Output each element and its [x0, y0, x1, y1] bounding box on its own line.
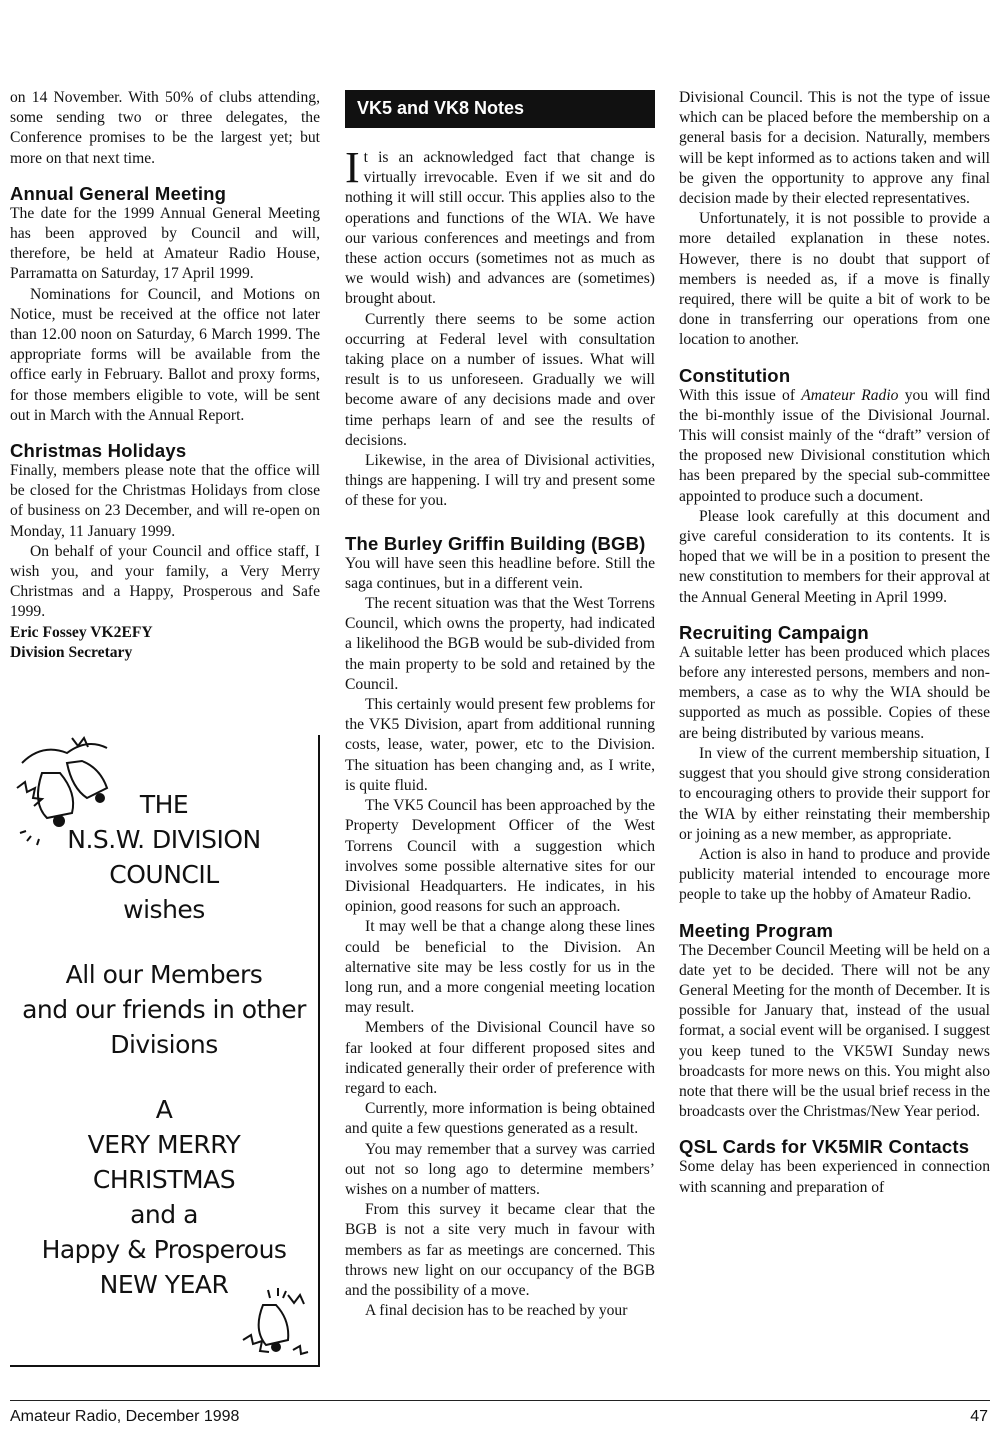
drop-cap: I: [345, 143, 360, 192]
greeting-line: and our friends in other: [22, 995, 306, 1024]
footer-publication: Amateur Radio, December 1998: [10, 1408, 240, 1425]
paragraph: The VK5 Council has been approached by the Property Development Officer of the West Torrens Council with a suggestion which involves some possible alternative sites for our Divisional Headquarters. He indicates, in his opinion, good reasons for such an approach.: [345, 797, 655, 916]
paragraph: [679, 386, 990, 507]
section-heading-meeting: Meeting Program: [679, 919, 834, 941]
paragraph: Some delay has been experienced in connection with scanning and preparation of: [679, 1158, 990, 1196]
paragraph-text: t is an acknowledged fact that change is virtually irrevocable. Even if we sit and do nothing it will still occur. This applies also to the operations and functions of the WIA. We have our various conferences and meetings and from these action occurs (sometimes not as much as we would wish) and advances are (sometimes) brought about.: [345, 149, 655, 308]
greeting-line: COUNCIL: [109, 860, 219, 889]
signature-name: Eric Fossey VK2EFY: [10, 623, 153, 641]
column-right: [679, 88, 990, 1198]
bells-holly-icon: [12, 733, 122, 853]
paragraph: on 14 November. With 50% of clubs attending, some sending two or three delegates, the Conference promises to be the largest yet; but more on that next time.: [10, 89, 320, 167]
greeting-line: Happy & Prosperous: [41, 1235, 287, 1264]
paragraph: You will have seen this headline before. Still the saga continues, but in a different vein.: [345, 554, 655, 592]
paragraph: Finally, members please note that the office will be closed for the Christmas Holidays from close of business on 23 December, and will re-open on Monday, 11 January 1999.: [10, 462, 320, 540]
greeting-line: NEW YEAR: [99, 1270, 229, 1299]
paragraph: From this survey it became clear that the BGB is not a site very much in favour with members as far as meetings are concerned. This throws new light on our occupancy of the BGB and the possibility of a move.: [345, 1201, 655, 1299]
greeting-line: Divisions: [110, 1030, 218, 1059]
section-heading-qsl: QSL Cards for VK5MIR Contacts: [679, 1136, 970, 1158]
section-heading-christmas: Christmas Holidays: [10, 440, 187, 462]
paragraph: A final decision has to be reached by your: [365, 1302, 628, 1320]
section-heading-recruiting: Recruiting Campaign: [679, 621, 869, 643]
paragraph: Likewise, in the area of Divisional activities, things are happening. I will try and present some of these for you.: [345, 452, 655, 510]
paragraph: The date for the 1999 Annual General Meeting has been approved by Council and will, therefore, be held at Amateur Radio House, Parramatta on Saturday, 17 April 1999.: [10, 204, 320, 283]
greeting-line: and a: [130, 1200, 198, 1229]
paragraph: Currently, more information is being obtained and quite a few questions generated as a result.: [345, 1100, 655, 1138]
greeting-line: wishes: [123, 895, 205, 924]
paragraph: The December Council Meeting will be held on a date yet to be decided. There will not be any General Meeting for the month of December. It is possible for January that, instead of the usual format, a social event will be organised. I suggest you keep tuned to the VK5WI Sunday news broadcasts for more news on this. You might also note that there will be the usual brief recess in the broadcasts over the Christmas/New Year period.: [679, 941, 990, 1121]
greeting-line: CHRISTMAS: [92, 1165, 236, 1194]
section-heading-constitution: Constitution: [679, 364, 791, 386]
page-number: 47: [970, 1408, 988, 1425]
paragraph: This certainly would present few problems for the VK5 Division, apart from additional running costs, lease, water, power, etc to the Division. The situation has been changing and, as I write, is quite fluid.: [345, 696, 655, 794]
paragraph: [345, 143, 655, 310]
paragraph: Divisional Council. This is not the type of issue which can be placed before the membership on a general basis for a decision. Naturally, members will be kept informed as to actions taken and will be given the opportunity to approve any final decision made by their elected representatives.: [679, 89, 990, 208]
paragraph: A suitable letter has been produced which places before any interested persons, members and non-members, a case as to why the WIA should be supported as much as possible. Copies of these are being distributed by various means.: [679, 643, 990, 742]
greeting-line: N.S.W. DIVISION: [67, 825, 261, 854]
greeting-line: VERY MERRY: [87, 1130, 241, 1159]
column-left: [10, 88, 320, 663]
section-heading-agm: Annual General Meeting: [10, 182, 227, 204]
paragraph: Action is also in hand to produce and provide publicity material intended to encourage more people to take up the hobby of Amateur Radio.: [679, 845, 990, 904]
paragraph: On behalf of your Council and office staff, I wish you, and your family, a Very Merry Christmas and a Happy, Prosperous and Safe 1999.: [10, 542, 320, 621]
publication-title: Amateur Radio: [801, 386, 899, 404]
section-heading-bgb: The Burley Griffin Building (BGB): [345, 532, 646, 554]
bells-holly-icon: [238, 1285, 318, 1365]
paragraph: The recent situation was that the West Torrens Council, which owns the property, had indicated a likelihood the BGB would be sub-divided from the main property to be sold and retained by the Council.: [345, 595, 655, 693]
paragraph: Currently there seems to be some action occurring at Federal level with consultation taking place on a number of issues. What will result is to us unforeseen. Gradually we will become aware of any decisions made and over time perhaps learn of and see the results of decisions.: [345, 310, 655, 449]
paragraph: Members of the Divisional Council have so far looked at four different proposed sites and indicated generally their order of preference with regard to each.: [345, 1019, 655, 1097]
paragraph-text: With this issue of: [679, 386, 802, 404]
signature-title: Division Secretary: [10, 643, 133, 661]
greeting-line: THE: [139, 790, 189, 819]
paragraph: In view of the current membership situation, I suggest that you should give strong consideration to encouraging others to provide their support for the WIA by either reinstating their membership or joining as a new member, as appropriate.: [679, 744, 990, 843]
paragraph: Nominations for Council, and Motions on Notice, must be received at the office not later than 12.00 noon on Saturday, 6 March 1999. The appropriate forms will be available from the office early in February. Ballot and proxy forms, for those members eligible to vote, will be sent out in March with the Annual Report.: [10, 285, 320, 424]
greeting-line: All our Members: [65, 960, 263, 989]
footer-divider: [10, 1400, 990, 1401]
paragraph: It may well be that a change along these lines could be beneficial to the Division. An alternative site may be less costly for us in the long run, and a more congenial meeting location may result.: [345, 918, 655, 1017]
column-middle: [345, 90, 655, 1321]
paragraph: You may remember that a survey was carried out not so long ago to determine members’ wishes on a number of matters.: [345, 1140, 655, 1198]
greeting-line: A: [155, 1095, 173, 1124]
christmas-greeting-box: [10, 735, 320, 1367]
paragraph: Please look carefully at this document and give careful consideration to its contents. It is hoped that we will be in a position to present the new constitution to members for their approval at the Annual General Meeting in April 1999.: [679, 507, 990, 606]
section-banner-vk5-vk8: VK5 and VK8 Notes: [345, 90, 655, 128]
paragraph: Unfortunately, it is not possible to provide a more detailed explanation in these notes. However, there is no doubt that support of members is needed as, if a move is finally required, there will be quite a bit of work to be done in transferring our operations from one location to another.: [679, 210, 990, 349]
paragraph-text: you will find the bi-monthly issue of the Divisional Journal. This will consist mainly of the “draft” version of the proposed new Divisional constitution which has been prepared by the special sub-committee appointed to produce such a document.: [679, 386, 990, 505]
